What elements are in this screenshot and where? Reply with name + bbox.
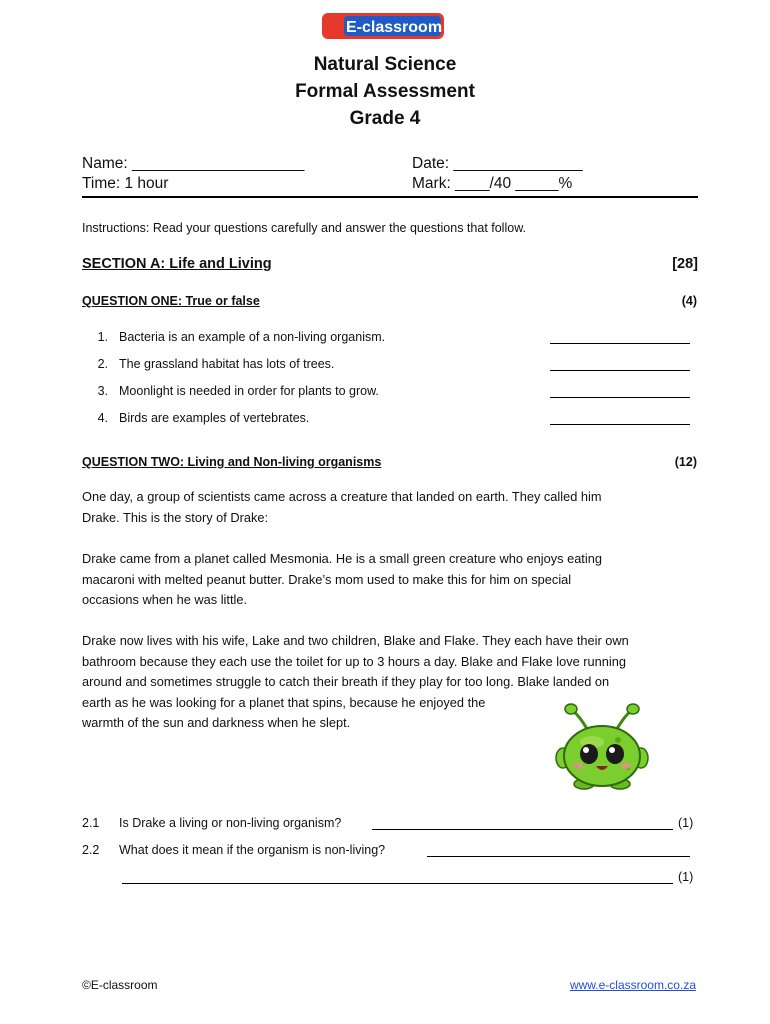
answer-line-2-1[interactable] xyxy=(372,829,673,830)
tf-statement: Bacteria is an example of a non-living organism. xyxy=(119,330,386,344)
question-2-2-text: What does it mean if the organism is non-living? xyxy=(119,843,386,857)
question-2-1-number: 2.1 xyxy=(82,816,100,830)
tf-statement: Birds are examples of vertebrates. xyxy=(119,411,310,425)
date-field: Date: _______________ xyxy=(412,155,583,172)
section-a-title: SECTION A: Life and Living xyxy=(82,256,272,272)
tf-answer-line[interactable] xyxy=(550,370,690,371)
name-field: Name: ____________________ xyxy=(82,155,305,172)
question-2-1-marks: (1) xyxy=(678,816,694,830)
question-2-2-number: 2.2 xyxy=(82,843,100,857)
green-alien-illustration xyxy=(552,698,652,794)
story-line: Drake came from a planet called Mesmonia. He is a small green creature who enjoys eating xyxy=(82,551,602,566)
question-two-title: QUESTION TWO: Living and Non-living organisms xyxy=(82,455,382,469)
time-field: Time: 1 hour xyxy=(82,175,169,192)
section-a-marks: [28] xyxy=(672,256,698,272)
tf-number: 4. xyxy=(97,411,108,425)
story-paragraph-1 xyxy=(82,487,602,528)
tf-number: 2. xyxy=(97,357,108,371)
footer-copyright: ©E-classroom xyxy=(82,978,158,992)
story-line: Drake. This is the story of Drake: xyxy=(82,509,269,525)
question-2-2-marks: (1) xyxy=(678,870,694,884)
story-line: around and sometimes struggle to catch their breath if they play for too long. Blake landed on xyxy=(82,674,610,690)
title-line-2: Formal Assessment xyxy=(295,81,475,102)
story-line: bathroom because they each use the toilet for up to 3 hours a day. Blake and Flake love running xyxy=(82,653,626,669)
tf-number: 3. xyxy=(97,384,108,398)
footer-website-link[interactable]: www.e-classroom.co.za xyxy=(569,978,696,992)
e-classroom-logo xyxy=(318,10,448,42)
story-line: One day, a group of scientists came across a creature that landed on earth. They called him xyxy=(82,489,602,504)
story-line: warmth of the sun and darkness when he slept. xyxy=(82,715,351,731)
story-line: Drake now lives with his wife, Lake and two children, Blake and Flake. They each have their own xyxy=(82,633,629,648)
logo-text: E-classroom xyxy=(346,19,443,36)
tf-answer-line[interactable] xyxy=(550,343,690,344)
tf-number: 1. xyxy=(97,330,108,344)
header-divider xyxy=(82,196,698,198)
question-one-title: QUESTION ONE: True or false xyxy=(82,294,260,308)
tf-statement: The grassland habitat has lots of trees. xyxy=(119,357,335,371)
tf-statement: Moonlight is needed in order for plants to grow. xyxy=(119,384,379,398)
answer-line-2-2b[interactable] xyxy=(122,883,673,884)
story-paragraph-3 xyxy=(82,631,629,734)
title-line-1: Natural Science xyxy=(313,54,457,75)
mark-field: Mark: ____/40 _____% xyxy=(412,175,573,192)
tf-answer-line[interactable] xyxy=(550,424,690,425)
story-line: earth as he was looking for a planet that spins, because he enjoyed the xyxy=(82,694,486,710)
question-2-1-text: Is Drake a living or non-living organism? xyxy=(119,816,342,830)
answer-line-2-2a[interactable] xyxy=(427,856,690,857)
question-two-marks: (12) xyxy=(674,455,697,469)
tf-answer-line[interactable] xyxy=(550,397,690,398)
story-paragraph-2 xyxy=(82,549,602,611)
title-line-3: Grade 4 xyxy=(349,108,421,129)
story-line: macaroni with melted peanut butter. Drake’s mom used to make this for him on special xyxy=(82,571,572,587)
question-one-marks: (4) xyxy=(681,294,697,308)
story-line: occasions when he was little. xyxy=(82,592,248,608)
instructions: Instructions: Read your questions carefully and answer the questions that follow. xyxy=(82,221,527,235)
